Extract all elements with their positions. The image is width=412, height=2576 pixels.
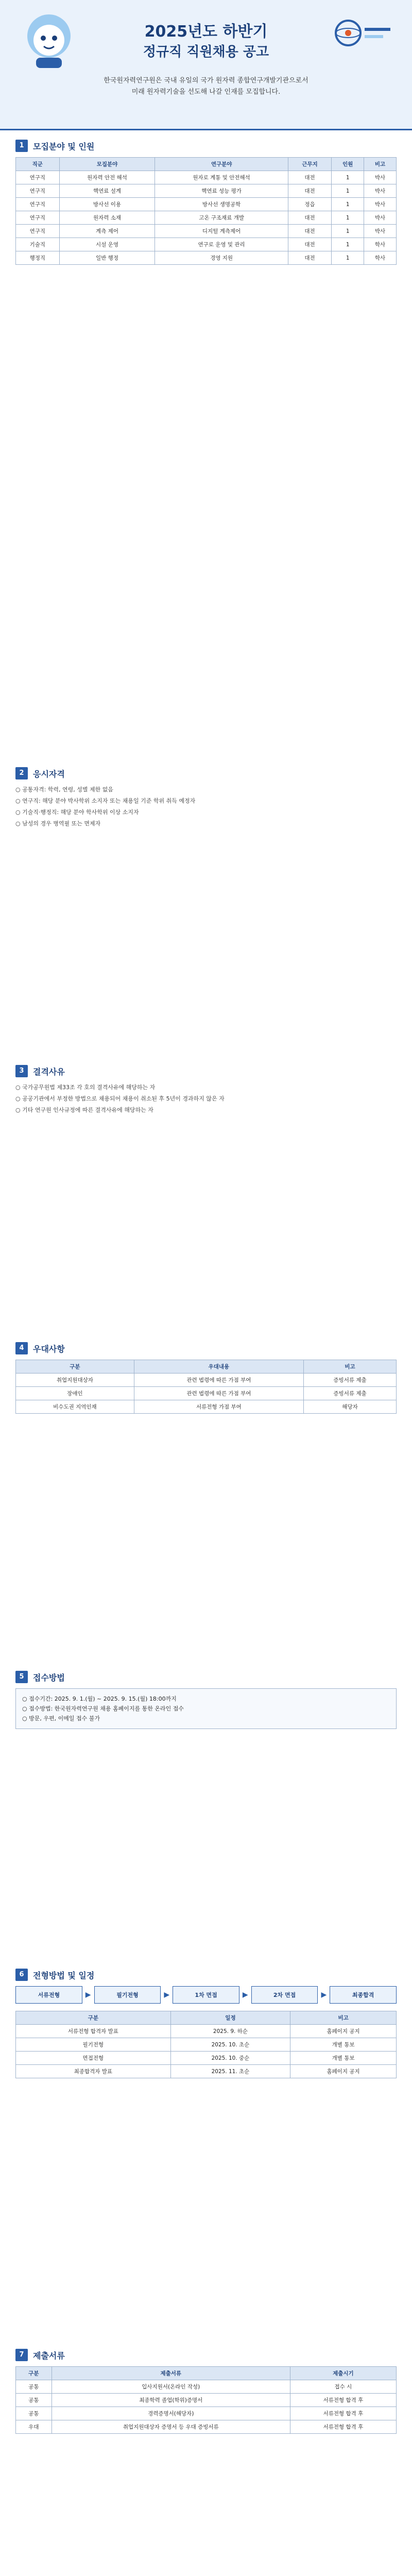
table-cell: 관련 법령에 따른 가점 부여	[134, 1374, 303, 1387]
table-cell: 공통	[16, 2394, 52, 2407]
table-cell: 서류전형 가점 부여	[134, 1400, 303, 1414]
list-item: ○ 연구직: 해당 분야 박사학위 소지자 또는 채용일 기준 학위 취득 예정자	[15, 798, 196, 804]
section-disqualifications	[15, 1056, 397, 1333]
table-header-cell: 제출서류	[52, 2367, 290, 2380]
recruit-table	[15, 157, 397, 265]
list-item: ○ 접수기간: 2025. 9. 1.(월) ~ 2025. 9. 15.(월) 18:00까지	[22, 1696, 177, 1702]
table-header-cell: 구분	[16, 1360, 134, 1374]
table-cell: 대전	[288, 251, 332, 265]
table-row	[16, 184, 397, 198]
table-cell: 대전	[288, 225, 332, 238]
section-number: 6	[15, 1969, 28, 1981]
table-cell: 필기전형	[16, 2038, 171, 2052]
table-header-cell: 비고	[304, 1360, 397, 1374]
table-row	[16, 2025, 397, 2038]
table-cell: 접수 시	[290, 2380, 396, 2394]
section-heading	[15, 1342, 397, 1354]
table-cell: 2025. 9. 하순	[170, 2025, 290, 2038]
intro-text	[62, 75, 350, 98]
table-cell: 취업지원대상자	[16, 1374, 134, 1387]
table-cell: 최종학력 졸업(학위)증명서	[52, 2394, 290, 2407]
section-number: 7	[15, 2349, 28, 2361]
table-row	[16, 171, 397, 184]
section-title: 모집분야 및 인원	[33, 141, 95, 151]
table-cell: 대전	[288, 184, 332, 198]
table-cell: 장애인	[16, 1387, 134, 1400]
arrow-icon: ▶	[321, 1991, 327, 1999]
table-cell: 면접전형	[16, 2052, 171, 2065]
table-cell: 해당자	[304, 1400, 397, 1414]
list-item: ○ 국가공무원법 제33조 각 호의 결격사유에 해당하는 자	[15, 1084, 156, 1091]
section-preferences	[15, 1333, 397, 1662]
section-number: 2	[15, 767, 28, 779]
table-header-cell: 근무지	[288, 158, 332, 171]
table-cell: 홈페이지 공지	[290, 2065, 397, 2078]
table-row	[16, 1374, 397, 1387]
process-steps	[15, 1986, 397, 2004]
table-row	[16, 2380, 397, 2394]
table-cell: 2025. 10. 중순	[170, 2052, 290, 2065]
documents-table	[15, 2366, 397, 2434]
table-row	[16, 1400, 397, 1414]
table-cell: 경력증명서(해당자)	[52, 2407, 290, 2420]
table-cell: 원자로 계통 및 안전해석	[155, 171, 288, 184]
table-header-cell: 모집분야	[59, 158, 155, 171]
table-cell: 1	[332, 171, 364, 184]
table-cell: 원자력 안전 해석	[59, 171, 155, 184]
intro-line: 미래 원자력기술을 선도해 나갈 인재를 모집합니다.	[131, 88, 281, 96]
table-cell: 1	[332, 251, 364, 265]
list-item: ○ 접수방법: 한국원자력연구원 채용 홈페이지를 통한 온라인 접수	[22, 1705, 184, 1712]
table-row	[16, 2394, 397, 2407]
section-process	[15, 1959, 397, 2340]
process-step: 1차 면접	[173, 1986, 239, 2004]
table-row	[16, 211, 397, 225]
table-cell: 학사	[364, 238, 397, 251]
arrow-icon: ▶	[242, 1991, 248, 1999]
table-row	[16, 2407, 397, 2420]
table-cell: 비수도권 지역인재	[16, 1400, 134, 1414]
table-row	[16, 238, 397, 251]
table-cell: 서류전형 합격 후	[290, 2394, 396, 2407]
section-title: 전형방법 및 일정	[33, 1970, 95, 1980]
table-cell: 대전	[288, 211, 332, 225]
table-cell: 박사	[364, 198, 397, 211]
table-cell: 입사지원서(온라인 작성)	[52, 2380, 290, 2394]
table-cell: 홈페이지 공지	[290, 2025, 397, 2038]
table-cell: 정읍	[288, 198, 332, 211]
list-item: ○ 공공기관에서 부정한 방법으로 채용되어 채용이 취소된 후 5년이 경과하지 않은 자	[15, 1095, 225, 1102]
section-title: 접수방법	[33, 1672, 65, 1683]
preference-table	[15, 1360, 397, 1414]
process-step: 2차 면접	[251, 1986, 318, 2004]
table-cell: 연구직	[16, 198, 60, 211]
list-item: ○ 기타 연구원 인사규정에 따른 결격사유에 해당하는 자	[15, 1107, 153, 1113]
list-item: ○ 남성의 경우 병역필 또는 면제자	[15, 820, 101, 827]
table-cell: 디지털 계측제어	[155, 225, 288, 238]
table-cell: 학사	[364, 251, 397, 265]
process-step: 최종합격	[330, 1986, 397, 2004]
table-cell: 고온 구조재료 개발	[155, 211, 288, 225]
section-heading	[15, 140, 397, 152]
table-cell: 2025. 11. 초순	[170, 2065, 290, 2078]
table-cell: 연구직	[16, 184, 60, 198]
schedule-table	[15, 2011, 397, 2078]
table-header-cell: 비고	[290, 2011, 397, 2025]
table-row	[16, 198, 397, 211]
table-cell: 우대	[16, 2420, 52, 2434]
table-header-cell: 구분	[16, 2367, 52, 2380]
table-cell: 계측 제어	[59, 225, 155, 238]
table-cell: 대전	[288, 238, 332, 251]
process-step: 서류전형	[15, 1986, 82, 2004]
section-heading	[15, 1969, 397, 1981]
section-title: 우대사항	[33, 1344, 65, 1354]
table-cell: 1	[332, 211, 364, 225]
table-cell: 핵연료 설계	[59, 184, 155, 198]
table-cell: 방사선 이용	[59, 198, 155, 211]
section-heading	[15, 2349, 397, 2361]
table-row	[16, 2065, 397, 2078]
intro-line: 한국원자력연구원은 국내 유일의 국가 원자력 종합연구개발기관으로서	[104, 77, 308, 84]
table-cell: 연구직	[16, 171, 60, 184]
table-row	[16, 225, 397, 238]
table-header-cell: 구분	[16, 2011, 171, 2025]
table-cell: 핵연료 성능 평가	[155, 184, 288, 198]
section-number: 4	[15, 1342, 28, 1354]
table-header-cell: 우대내용	[134, 1360, 303, 1374]
table-cell: 서류전형 합격자 발표	[16, 2025, 171, 2038]
table-cell: 기술직	[16, 238, 60, 251]
table-cell: 연구로 운영 및 관리	[155, 238, 288, 251]
table-cell: 취업지원대상자 증명서 등 우대 증빙서류	[52, 2420, 290, 2434]
section-qualifications	[15, 758, 397, 1056]
table-cell: 공통	[16, 2407, 52, 2420]
table-cell: 공통	[16, 2380, 52, 2394]
table-cell: 시설 운영	[59, 238, 155, 251]
table-cell: 박사	[364, 184, 397, 198]
table-cell: 개별 통보	[290, 2052, 397, 2065]
table-row	[16, 2038, 397, 2052]
table-cell: 증빙서류 제출	[304, 1387, 397, 1400]
table-header-cell: 일정	[170, 2011, 290, 2025]
table-cell: 서류전형 합격 후	[290, 2407, 396, 2420]
table-cell: 대전	[288, 171, 332, 184]
table-cell: 경영 지원	[155, 251, 288, 265]
table-header-cell: 제출시기	[290, 2367, 396, 2380]
table-header-cell: 연구분야	[155, 158, 288, 171]
section-heading	[15, 767, 397, 779]
table-header-cell: 직군	[16, 158, 60, 171]
table-cell: 1	[332, 184, 364, 198]
table-row	[16, 2052, 397, 2065]
section-number: 3	[15, 1065, 28, 1077]
table-cell: 관련 법령에 따른 가점 부여	[134, 1387, 303, 1400]
table-header-cell: 비고	[364, 158, 397, 171]
table-row	[16, 251, 397, 265]
list-item: ○ 공통자격: 학력, 연령, 성별 제한 없음	[15, 786, 114, 793]
table-cell: 연구직	[16, 225, 60, 238]
section-number: 1	[15, 140, 28, 152]
list-item: ○ 방문, 우편, 이메일 접수 불가	[22, 1715, 100, 1722]
page-title: 2025년도 하반기	[144, 23, 268, 41]
section-application	[15, 1662, 397, 1959]
table-cell: 박사	[364, 225, 397, 238]
page-header	[0, 0, 412, 130]
process-step: 필기전형	[94, 1986, 161, 2004]
table-cell: 최종합격자 발표	[16, 2065, 171, 2078]
table-cell: 원자력 소재	[59, 211, 155, 225]
table-header-cell: 인원	[332, 158, 364, 171]
arrow-icon: ▶	[85, 1991, 91, 1999]
table-cell: 일반 행정	[59, 251, 155, 265]
table-cell: 서류전형 합격 후	[290, 2420, 396, 2434]
table-cell: 2025. 10. 초순	[170, 2038, 290, 2052]
section-title: 제출서류	[33, 2350, 65, 2361]
table-cell: 1	[332, 225, 364, 238]
table-cell: 방사선 생명공학	[155, 198, 288, 211]
table-cell: 박사	[364, 171, 397, 184]
table-cell: 개별 통보	[290, 2038, 397, 2052]
section-documents	[15, 2340, 397, 2576]
table-row	[16, 2420, 397, 2434]
section-heading	[15, 1065, 397, 1077]
section-title: 응시자격	[33, 769, 65, 779]
table-cell: 1	[332, 198, 364, 211]
section-title: 결격사유	[33, 1066, 65, 1077]
list-item: ○ 기술직·행정직: 해당 분야 학사학위 이상 소지자	[15, 809, 139, 816]
section-number: 5	[15, 1671, 28, 1683]
qualification-list	[15, 785, 397, 828]
section-recruit	[15, 130, 397, 758]
section-heading	[15, 1671, 397, 1683]
table-cell: 연구직	[16, 211, 60, 225]
table-cell: 행정직	[16, 251, 60, 265]
table-cell: 1	[332, 238, 364, 251]
disqualification-list	[15, 1082, 397, 1115]
table-cell: 증빙서류 제출	[304, 1374, 397, 1387]
arrow-icon: ▶	[164, 1991, 170, 1999]
table-cell: 박사	[364, 211, 397, 225]
table-row	[16, 1387, 397, 1400]
application-box	[15, 1688, 397, 1729]
page-subtitle: 정규직 직원채용 공고	[143, 44, 269, 60]
